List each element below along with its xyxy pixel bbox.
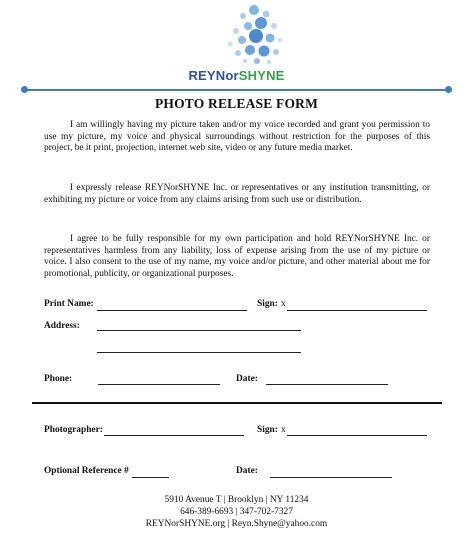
logo-wordmark — [0, 68, 473, 83]
print-name-field[interactable] — [97, 310, 247, 311]
release-paragraph-3: I agree to be fully responsible for my own participation and hold REYNorSHYNE Inc. or representatives harmless from any liability, loss of expense arising from the use of my picture or voice. I also consent to the use of my name, my voice and/or picture, and other material about me for promotional, publicity, or organizational purposes. — [44, 234, 430, 279]
logo-dots-icon — [214, 4, 294, 66]
photographer-sign-label: Sign: — [257, 425, 278, 435]
photographer-sign-x-mark: x — [281, 425, 286, 435]
optional-reference-label: Optional Reference # — [44, 466, 129, 476]
phone-label: Phone: — [44, 374, 73, 384]
release-paragraph-1: I am willingly having my picture taken and/or my voice recorded and grant you permission to use my picture, my voice and physical surroundings without restriction for the purposes of this project, be it print, projection, internet web site, video or any future media market. — [44, 120, 430, 154]
footer-phones: 646-389-6693 | 347-702-7327 — [180, 507, 293, 517]
photographer-sign-field[interactable] — [287, 435, 427, 436]
logo-part-reyn: REYN — [188, 68, 226, 83]
optional-reference-field[interactable] — [132, 477, 169, 478]
logo-part-or: or — [225, 68, 239, 83]
date-field[interactable] — [266, 384, 388, 385]
phone-field[interactable] — [98, 384, 220, 385]
reference-date-field[interactable] — [270, 477, 392, 478]
header-divider — [24, 89, 449, 91]
photographer-label: Photographer: — [44, 425, 103, 435]
address-field-line-2[interactable] — [97, 352, 301, 353]
address-label: Address: — [44, 321, 80, 331]
footer-address: 5910 Avenue T | Brooklyn | NY 11234 — [164, 495, 309, 505]
sign-field[interactable] — [287, 310, 427, 311]
section-divider — [32, 402, 442, 404]
form-title: PHOTO RELEASE FORM — [154, 96, 319, 111]
address-field-line-1[interactable] — [97, 330, 301, 331]
sign-x-mark: x — [281, 299, 286, 309]
reference-date-label: Date: — [236, 466, 258, 476]
print-name-label: Print Name: — [44, 299, 94, 309]
footer-web-email: REYNorSHYNE.org | Reyn.Shyne@yahoo.com — [145, 519, 328, 529]
photographer-field[interactable] — [104, 435, 244, 436]
logo-part-shyne: SHYNE — [238, 68, 285, 83]
sign-label: Sign: — [257, 299, 278, 309]
date-label: Date: — [236, 374, 258, 384]
release-paragraph-2: I expressly release REYNorSHYNE Inc. or representatives or any institution transmitting, or exhibiting my picture or voice from any claims arising from such use or distribution. — [44, 183, 430, 205]
